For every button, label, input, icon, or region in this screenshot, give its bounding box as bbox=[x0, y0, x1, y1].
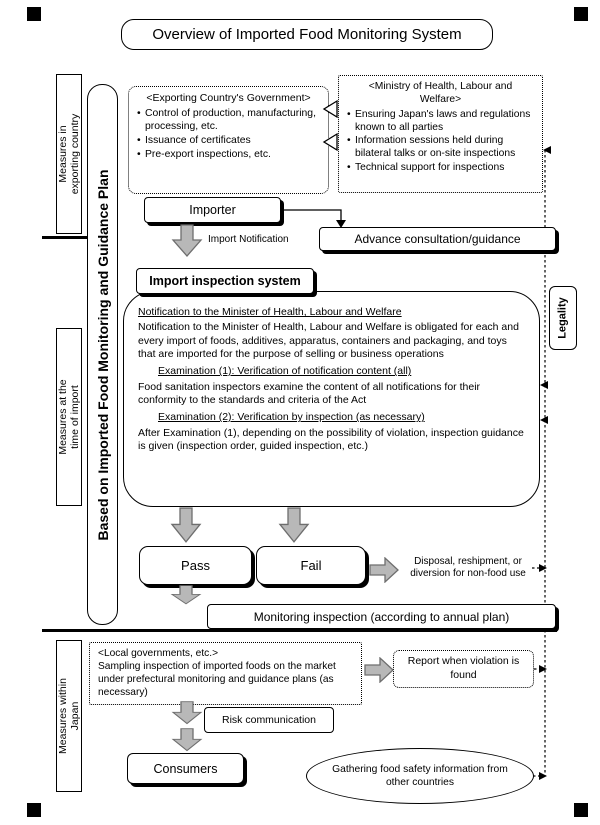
flow-arrow-right-icon bbox=[369, 557, 399, 583]
bullet-item: • Pre-export inspections, etc. bbox=[137, 148, 320, 161]
fail-box: Fail bbox=[256, 546, 366, 585]
import-inspection-system-box: Import inspection system bbox=[136, 268, 314, 294]
import-notification-label: Import Notification bbox=[208, 234, 289, 245]
corner-mark bbox=[27, 803, 41, 817]
flow-arrow-down-icon bbox=[170, 585, 202, 605]
ministry-header: <Ministry of Health, Labour and Welfare> bbox=[368, 81, 513, 105]
flow-arrow-right-icon bbox=[364, 657, 394, 683]
flow-arrow-down-icon bbox=[170, 507, 202, 544]
consumers-box: Consumers bbox=[127, 753, 244, 784]
flow-arrow-down-icon bbox=[171, 701, 203, 725]
exam1-body: Food sanitation inspectors examine the content of all notifications for their conformity to the standards and criteria of the Act bbox=[138, 380, 481, 406]
ministry-box bbox=[338, 75, 543, 193]
section-label-text: Measures within Japan bbox=[56, 678, 81, 754]
section-divider bbox=[42, 236, 88, 239]
corner-mark bbox=[574, 7, 588, 21]
local-governments-header: <Local governments, etc.> bbox=[98, 648, 219, 659]
bullet-item: • Issuance of certificates bbox=[137, 134, 320, 147]
risk-communication-box: Risk communication bbox=[204, 707, 334, 733]
bullet-item: • Ensuring Japan's laws and regulations known to all parties bbox=[347, 109, 534, 135]
bullet-item: • Control of production, manufacturing, processing, etc. bbox=[137, 107, 320, 133]
notification-heading: Notification to the Minister of Health, Labour and Welfare bbox=[138, 306, 402, 318]
flow-arrow-down-icon bbox=[171, 728, 203, 752]
exporting-government-bullets bbox=[137, 107, 320, 161]
exam2-body: After Examination (1), depending on the possibility of violation, inspection guidance is given (inspection order, guided inspection, etc.) bbox=[138, 426, 524, 452]
bullet-item: • Information sessions held during bilateral talks or on-site inspections bbox=[347, 135, 534, 161]
section-label-exporting-country bbox=[56, 74, 82, 234]
section-label-text: Measures in exporting country bbox=[56, 113, 81, 195]
corner-mark bbox=[27, 7, 41, 21]
importer-box: Importer bbox=[144, 197, 281, 223]
section-label-within-japan bbox=[56, 640, 82, 792]
section-label-time-of-import bbox=[56, 328, 82, 506]
open-arrow-left-icon bbox=[322, 100, 338, 118]
plan-bar-text: Based on Imported Food Monitoring and Guidance Plan bbox=[94, 169, 111, 541]
exporting-government-box bbox=[128, 86, 329, 194]
bullet-item: • Technical support for inspections bbox=[347, 162, 534, 175]
disposal-note: Disposal, reshipment, or diversion for non-food use bbox=[410, 555, 526, 579]
legality-label: Legality bbox=[556, 297, 569, 339]
open-arrow-left-icon bbox=[322, 133, 338, 151]
report-violation-box: Report when violation is found bbox=[393, 650, 534, 688]
page-title: Overview of Imported Food Monitoring System bbox=[121, 19, 493, 50]
gathering-info-ellipse: Gathering food safety information from other countries bbox=[306, 748, 534, 804]
section-label-text: Measures at the time of import bbox=[56, 379, 81, 455]
notification-body: Notification to the Minister of Health, Labour and Welfare is obligated for each and every import of foods, additives, apparatus, containers and packaging, and toys that are imported for the purpose of selling or business operations bbox=[138, 321, 519, 360]
corner-mark bbox=[574, 803, 588, 817]
inspection-detail-box bbox=[123, 291, 540, 507]
advance-consultation-box: Advance consultation/guidance bbox=[319, 227, 556, 251]
legality-box bbox=[549, 286, 577, 350]
flow-arrow-down-icon bbox=[278, 507, 310, 544]
flow-arrow-down-icon bbox=[171, 224, 203, 258]
section-divider bbox=[42, 629, 557, 632]
monitoring-inspection-box: Monitoring inspection (according to annual plan) bbox=[207, 604, 556, 629]
exporting-government-header: <Exporting Country's Government> bbox=[146, 92, 311, 104]
pass-box: Pass bbox=[139, 546, 252, 585]
exam1-heading: Examination (1): Verification of notification content (all) bbox=[158, 365, 412, 378]
local-governments-body: Sampling inspection of imported foods on the market under prefectural monitoring and guidance plans (as necessary) bbox=[98, 661, 336, 699]
plan-bar bbox=[87, 84, 118, 625]
local-governments-box bbox=[89, 642, 362, 705]
exam2-heading: Examination (2): Verification by inspection (as necessary) bbox=[158, 411, 425, 424]
connector-importer-to-advance bbox=[281, 210, 346, 228]
ministry-bullets bbox=[347, 109, 534, 175]
